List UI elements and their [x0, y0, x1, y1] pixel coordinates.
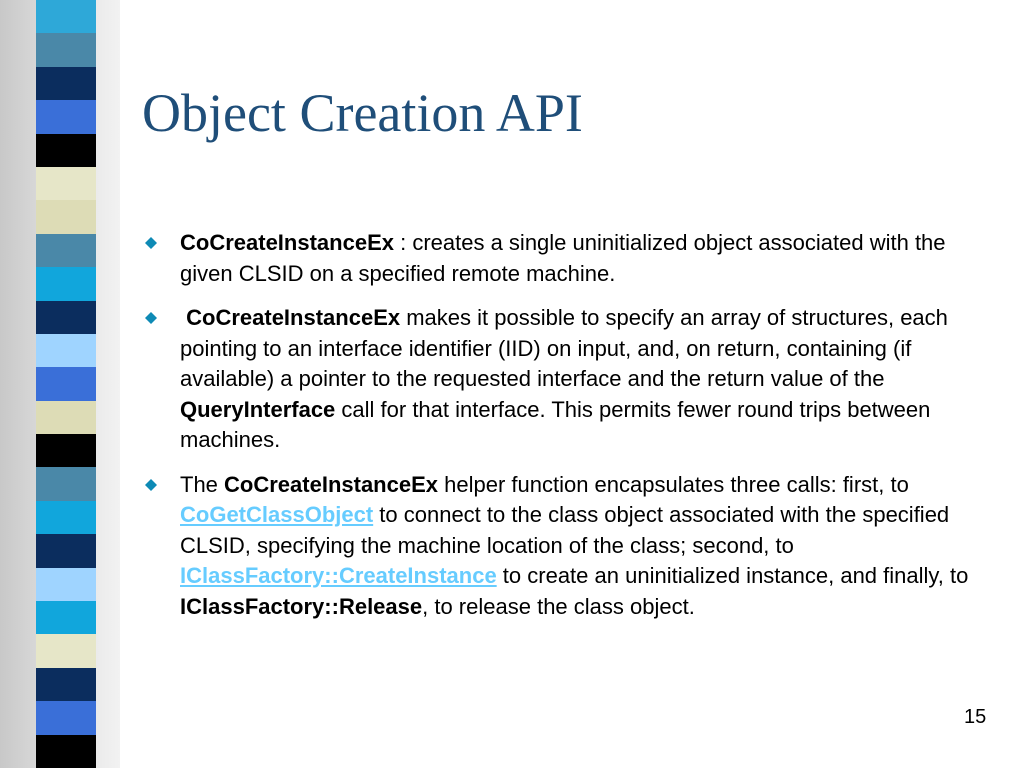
stripe-block	[36, 634, 96, 668]
stripe-block	[36, 301, 96, 335]
bullet-text: helper function encapsulates three calls: first, to	[438, 471, 909, 497]
stripe-block	[36, 501, 96, 535]
bullet-item-3	[140, 470, 1000, 623]
bullet-item-2	[140, 303, 1000, 456]
bullet-text: makes it possible to specify an array of structures, each pointing to an interface identifier (IID) on input, and, on return, containing (if available) a pointer to the requested interface and the return value of the	[180, 305, 948, 391]
stripe-block	[36, 668, 96, 702]
bullet-text: , to release the class object.	[422, 593, 695, 619]
stripe-block	[36, 0, 96, 34]
keyword-queryinterface: QueryInterface	[180, 396, 336, 422]
diamond-bullet-icon	[144, 311, 158, 325]
keyword-cocreateinstanceex: CoCreateInstanceEx	[180, 230, 394, 255]
stripe-block	[36, 568, 96, 602]
stripe-block	[36, 134, 96, 168]
bullet-list	[140, 228, 1000, 636]
stripe-block	[36, 200, 96, 234]
bullet-text: to create an uninitialized instance, and finally, to	[496, 563, 969, 588]
bullet-lead: The	[180, 471, 225, 497]
decorative-stripe-bar	[0, 0, 120, 768]
stripe-blocks	[36, 0, 96, 768]
stripe-block	[36, 434, 96, 468]
stripe-block	[36, 367, 96, 401]
stripe-block	[36, 701, 96, 735]
diamond-bullet-icon	[144, 478, 158, 492]
stripe-block	[36, 267, 96, 301]
stripe-block	[36, 401, 96, 435]
stripe-block	[36, 735, 96, 768]
stripe-block	[36, 100, 96, 134]
bullet-text: call for that interface. This permits fewer round trips between machines.	[180, 396, 931, 452]
stripe-block	[36, 467, 96, 501]
diamond-bullet-icon	[144, 236, 158, 250]
keyword-iclassfactory-release: IClassFactory::Release	[180, 593, 423, 619]
page-number: 15	[964, 706, 987, 728]
bullet-item-1	[140, 228, 1000, 289]
link-iclassfactory-createinstance[interactable]: IClassFactory::CreateInstance	[180, 563, 497, 588]
stripe-block	[36, 601, 96, 635]
link-cogetclassobject[interactable]: CoGetClassObject	[180, 502, 374, 527]
stripe-block	[36, 234, 96, 268]
stripe-block	[36, 334, 96, 368]
bullet-text: to connect to the class object associated with the specified CLSID, specifying the machine location of the class; second, to	[180, 502, 950, 558]
slide-title: Object Creation API	[142, 83, 583, 143]
keyword-cocreateinstanceex: CoCreateInstanceEx	[186, 305, 401, 330]
stripe-block	[36, 534, 96, 568]
bullet-text: : creates a single uninitialized object associated with the given CLSID on a specified remote machine.	[180, 230, 946, 286]
stripe-block	[36, 67, 96, 101]
stripe-block	[36, 167, 96, 201]
stripe-block	[36, 33, 96, 67]
keyword-cocreateinstanceex: CoCreateInstanceEx	[224, 471, 439, 497]
